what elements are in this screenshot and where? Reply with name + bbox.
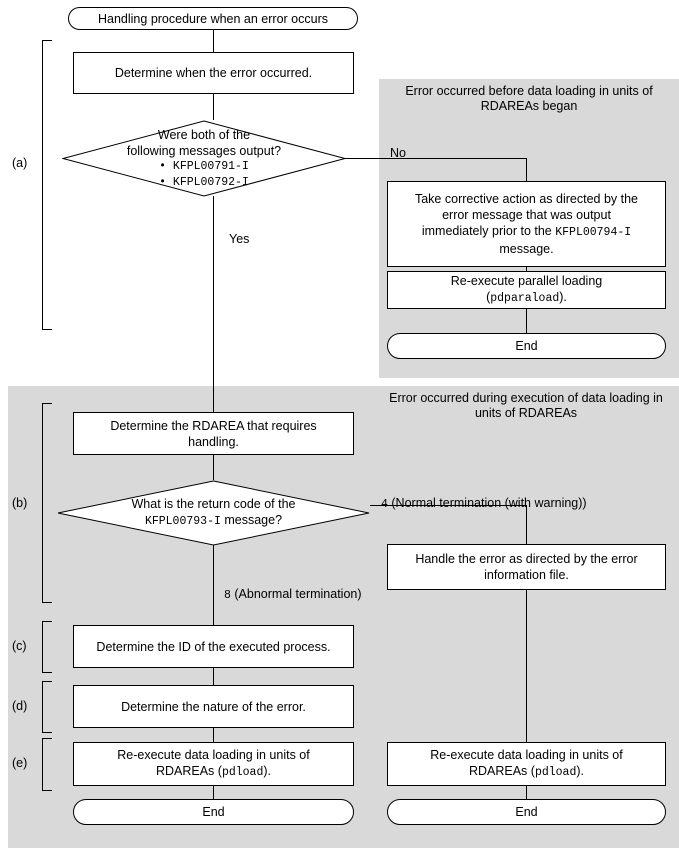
bracket-d-label-text: (d) <box>12 699 28 713</box>
decision2-line2-rest: message? <box>220 513 283 527</box>
reexec-parallel-line1: Re-execute parallel loading <box>450 274 603 288</box>
edge-label-yes-text: Yes <box>229 232 250 246</box>
decision1-line2: following messages output? <box>126 143 282 158</box>
panel-during-loading-label-text: Error occurred during execution of data loading in units of RDAREAs <box>389 391 663 420</box>
edge-label-no-text: No <box>390 146 406 160</box>
reexec-parallel-line2 <box>451 289 602 307</box>
determine-rdarea-line2: handling. <box>188 434 239 449</box>
node-end-lower-left <box>73 799 354 825</box>
edge-decision2-abnormal <box>213 545 214 625</box>
bracket-a <box>32 40 52 330</box>
edge-label-yes <box>229 232 249 247</box>
edge-label-code4-text: (Normal termination (with warning)) <box>391 496 587 510</box>
edge-start-to-determine <box>213 29 214 52</box>
edge-decision1-yes <box>213 196 214 412</box>
node-corrective-action <box>387 181 666 267</box>
edge-decision1-no <box>345 158 527 159</box>
node-determine-rdarea <box>73 412 354 455</box>
bracket-b-label-text: (b) <box>12 496 28 510</box>
edge-label-code8-num: 8 <box>224 589 231 602</box>
decision2-line1: What is the return code of the <box>131 497 296 511</box>
edge-reexec-to-endleft <box>213 786 214 799</box>
node-end-lower-left-label: End <box>202 805 225 819</box>
edge-label-code4 <box>381 496 587 512</box>
node-end-lower-right-label: End <box>515 805 538 819</box>
bracket-d <box>32 681 52 733</box>
edge-reexec-right-to-end <box>526 786 527 799</box>
node-determine-when-label: Determine when the error occurred. <box>114 66 313 80</box>
bracket-c <box>32 621 52 673</box>
bracket-b-label <box>12 496 27 510</box>
node-decision-messages <box>62 120 346 197</box>
edge-nature-to-reexec <box>213 728 214 742</box>
bracket-a-label-text: (a) <box>12 156 28 170</box>
reexec-right-post: ). <box>576 764 585 778</box>
edge-rdarea-to-decision2 <box>213 455 214 480</box>
bracket-a-label <box>12 156 27 170</box>
handle-error-line1: Handle the error as directed by the error <box>415 552 638 566</box>
bracket-c-label-text: (c) <box>12 639 27 653</box>
node-start-label: Handling procedure when an error occurs <box>98 11 328 26</box>
node-end-lower-right <box>387 799 666 825</box>
determine-rdarea-line1: Determine the RDAREA that requires <box>110 418 317 433</box>
edge-determine-to-decision1 <box>213 93 214 120</box>
reexec-right-mono: pdload <box>534 766 577 779</box>
determine-id-label: Determine the ID of the executed process. <box>96 639 331 654</box>
corrective-line3-mono: KFPL00794-I <box>555 226 632 239</box>
panel-before-loading-label <box>385 84 673 114</box>
determine-nature-label: Determine the nature of the error. <box>121 699 306 714</box>
node-decision-return-code-text <box>57 480 370 546</box>
decision1-line4: • KFPL00792-I <box>159 175 249 189</box>
bracket-c-label <box>12 639 27 653</box>
node-reexecute-left <box>73 742 354 786</box>
edge-reexec-to-end <box>526 309 527 333</box>
corrective-line3-pre: immediately prior to the <box>421 224 556 238</box>
edge-label-code4-num: 4 <box>381 498 388 511</box>
bracket-e-label-text: (e) <box>12 756 28 770</box>
decision2-line2 <box>132 512 296 530</box>
node-start <box>68 7 358 30</box>
node-reexecute-right <box>387 742 666 786</box>
edge-label-code8-text: (Abnormal termination) <box>234 587 362 601</box>
edge-label-no <box>390 146 406 161</box>
corrective-line4: message. <box>499 242 554 256</box>
reexec-left-mono: pdload <box>221 766 264 779</box>
node-decision-messages-text <box>62 120 346 197</box>
node-determine-nature <box>73 685 354 728</box>
reexec-left-line1: Re-execute data loading in units of <box>117 748 310 762</box>
reexec-right-pre: RDAREAs ( <box>468 764 535 778</box>
corrective-line1: Take corrective action as directed by the <box>414 192 639 206</box>
corrective-line3 <box>415 223 638 241</box>
reexec-left-pre: RDAREAs ( <box>155 764 222 778</box>
edge-handle-to-reexec-right <box>526 590 527 742</box>
node-end-upper <box>387 333 666 359</box>
bracket-d-label <box>12 699 27 713</box>
bracket-b <box>32 403 52 603</box>
node-determine-when <box>73 52 354 94</box>
node-handle-error-file <box>387 544 666 590</box>
reexec-right-line1: Re-execute data loading in units of <box>430 748 623 762</box>
node-end-upper-label: End <box>515 339 538 353</box>
handle-error-line2: information file. <box>484 568 569 582</box>
edge-id-to-nature <box>213 668 214 685</box>
decision1-line3: • KFPL00791-I <box>159 159 249 173</box>
reexec-parallel-mono: pdparaload <box>490 292 560 305</box>
decision2-line2-mono: KFPL00793-I <box>144 515 221 528</box>
node-determine-process-id <box>73 625 354 668</box>
panel-during-loading-label <box>379 391 673 421</box>
reexec-left-post: ). <box>263 764 272 778</box>
edge-no-down <box>526 158 527 181</box>
corrective-line2: error message that was output <box>442 208 611 222</box>
reexec-parallel-paren-open: ( <box>486 290 491 304</box>
edge-label-code8 <box>224 587 362 603</box>
bracket-e-label <box>12 756 27 770</box>
panel-before-loading-label-text: Error occurred before data loading in units of RDAREAs began <box>405 84 653 113</box>
reexec-left-line2 <box>117 763 310 781</box>
reexec-parallel-paren-close: ). <box>559 290 567 304</box>
node-reexecute-parallel <box>387 271 666 309</box>
bracket-e <box>32 738 52 791</box>
reexec-right-line2 <box>430 763 623 781</box>
decision1-line1: Were both of the <box>157 127 251 142</box>
node-decision-return-code <box>57 480 370 546</box>
